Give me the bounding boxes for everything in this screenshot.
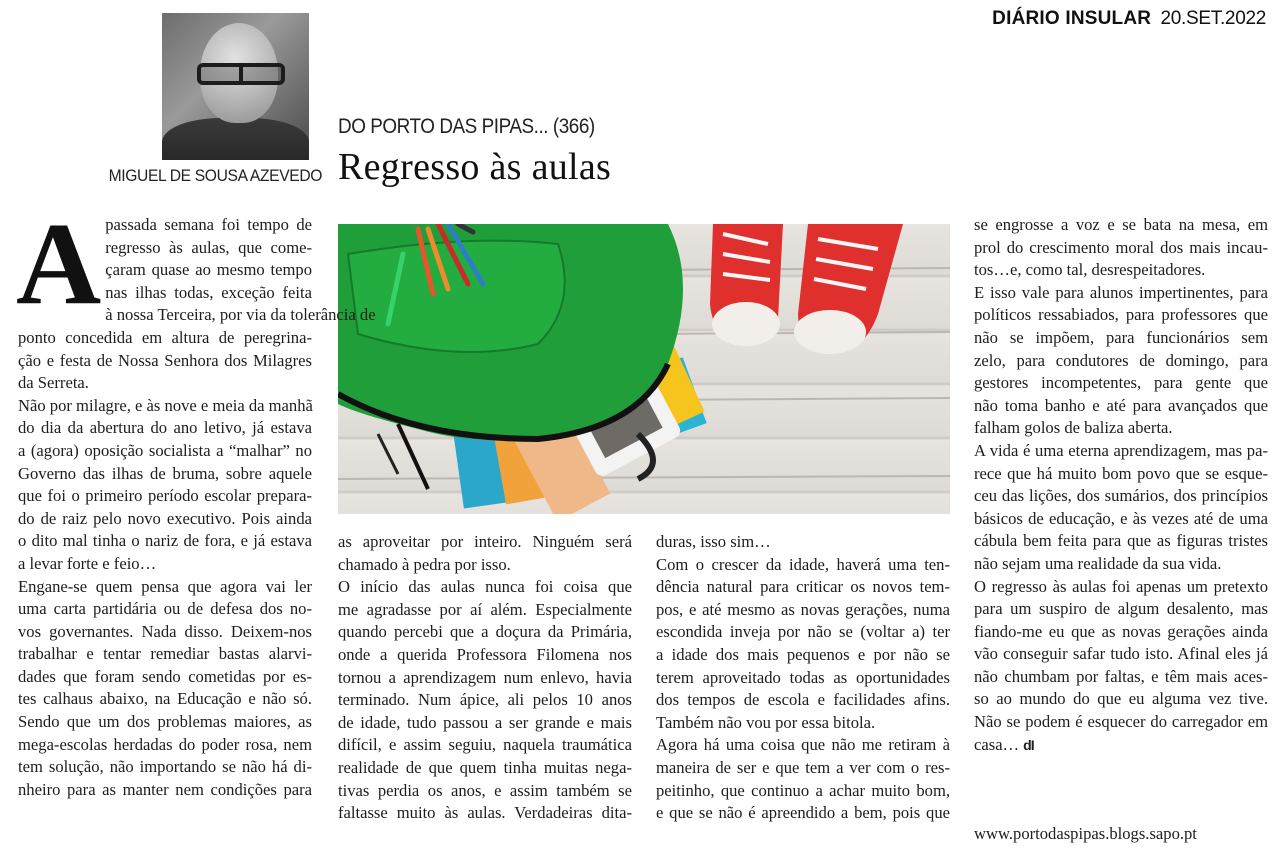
text-line: básicos de educação, e às vezes até de uma xyxy=(974,508,1268,528)
text-line: O regresso às aulas foi apenas um pretexto xyxy=(974,576,1268,596)
text-line: E isso vale para alunos impertinentes, para xyxy=(974,282,1268,302)
text-line: a (agora) oposição socialista a “malhar” no xyxy=(18,440,312,460)
dropcap-letter: A xyxy=(16,198,102,329)
text-line: Sendo que um dos problemas maiores, as xyxy=(18,712,312,732)
text-line: regresso às aulas, que come- xyxy=(105,237,312,257)
text-line: chamado à pedra por isso. xyxy=(338,554,511,574)
text-line: dades que foram sendo cometidas por es- xyxy=(18,666,312,686)
text-line: a levar forte e feio… xyxy=(18,553,157,573)
publication-date: 20.SET.2022 xyxy=(1160,8,1266,29)
text-line: vão conseguir safar tudo isto. Afinal eles já xyxy=(974,644,1268,664)
article-column-2 xyxy=(338,531,632,825)
author-body-shape xyxy=(162,118,309,160)
text-line: Com o crescer da idade, haverá uma ten- xyxy=(656,554,950,574)
text-line: Não por milagre, e às nove e meia da manhã xyxy=(18,395,313,415)
text-line: peitinho, que continuo a achar muito bom, xyxy=(656,780,950,800)
text-line: pos, e até mesmo as novas gerações, numa xyxy=(656,599,950,619)
text-line: dência natural para criticar os novos tem- xyxy=(656,577,950,597)
text-line: e que se não é apreendido a bem, pois que xyxy=(656,803,950,823)
text-line: difícil, e assim seguiu, naquela traumática xyxy=(338,735,632,755)
text-line: não se impõem, para funcionários sem xyxy=(974,327,1268,347)
newspaper-masthead xyxy=(992,8,1266,30)
text-line: mega-escolas herdadas do poder rosa, nem xyxy=(18,734,312,754)
text-line: fiando-me eu que as novas gerações ainda xyxy=(974,621,1268,641)
article-photo xyxy=(338,224,950,514)
text-line: casa… xyxy=(974,734,1020,754)
article-column-1 xyxy=(16,198,376,801)
text-line: cábula bem feita para que as figuras tristes xyxy=(974,531,1268,551)
author-byline: MIGUEL DE SOUSA AZEVEDO xyxy=(108,166,323,185)
text-line: tes calhaus abaixo, na Educação e não só. xyxy=(18,689,312,709)
text-line: rece que há muito bom povo que se esque- xyxy=(974,463,1268,483)
text-line: não toma banho e até para avançados que xyxy=(974,395,1268,415)
text-line: tivas perdia os anos, e assim também se xyxy=(338,780,632,800)
newspaper-name: DIÁRIO INSULAR xyxy=(992,8,1152,29)
text-line: uma carta partidária ou de defesa dos no- xyxy=(18,599,312,619)
text-line: nheiro para as manter nem condições para xyxy=(18,779,312,799)
text-line: çaram quase ao mesmo tempo xyxy=(105,260,312,280)
article-column-3 xyxy=(656,531,950,825)
text-line: onde a querida Professora Filomena nos xyxy=(338,644,632,664)
text-line: à nossa Terceira, por via da tolerância de xyxy=(105,305,376,325)
text-line: de idade, tudo passou a ser grande e mais xyxy=(338,712,632,732)
text-line: que foi o primeiro período escolar prepara- xyxy=(18,486,312,506)
author-website-link[interactable]: www.portodaspipas.blogs.sapo.pt xyxy=(974,824,1197,843)
glasses-icon xyxy=(197,63,285,85)
text-line: terem aproveitado todas as oportunidades xyxy=(656,667,950,687)
text-line: Governo das ilhas de bruma, sobre aquele xyxy=(18,463,312,483)
text-line: tornou a aprendizagem num enlevo, havia xyxy=(338,667,632,687)
text-line: me agradasse por aí além. Especialmente xyxy=(338,599,632,619)
text-line: Também não vou por essa bitola. xyxy=(656,712,876,732)
text-line: políticos ressabiados, para professores que xyxy=(974,305,1268,325)
text-line: a idade dos mais pequenos e por não se xyxy=(656,644,950,664)
text-line: Agora há uma coisa que não me retiram à xyxy=(656,735,950,755)
text-line: ponto concedida em altura de peregrina- xyxy=(18,327,312,347)
text-line: as aproveitar por inteiro. Ninguém será xyxy=(338,532,632,551)
text-line: não chumbam por faltas, e têm mais aces- xyxy=(974,666,1268,686)
text-line: tos…e, como tal, desrespeitadores. xyxy=(974,260,1206,280)
author-photo xyxy=(162,13,309,160)
text-line-final xyxy=(974,734,1268,757)
text-line: terminado. Num ápice, ali pelos 10 anos xyxy=(338,690,632,710)
text-line: Engane-se quem pensa que agora vai ler xyxy=(18,576,312,596)
text-line: para um suspiro de algum desalento, mas xyxy=(974,599,1268,619)
text-line: do dia da abertura do ano letivo, já estava xyxy=(18,418,312,438)
text-line: nas ilhas todas, exceção feita xyxy=(105,282,312,302)
text-line: ceu das lições, dos sumários, dos princípios xyxy=(974,486,1268,506)
text-line: se engrosse a voz e se bata na mesa, em xyxy=(974,215,1268,234)
column-kicker: DO PORTO DAS PIPAS... (366) xyxy=(338,115,595,138)
text-line: da Serreta. xyxy=(18,373,89,393)
text-line: prol do crescimento moral dos mais incau- xyxy=(974,237,1268,257)
text-line: duras, isso sim… xyxy=(656,532,771,551)
text-line: quando percebi que a doçura da Primária, xyxy=(338,622,632,642)
end-mark-icon: dI xyxy=(1023,736,1034,753)
text-line: so ao mundo do que eu alguma vez tive. xyxy=(974,689,1268,709)
text-line: dos tempos de escola e facilidades afins. xyxy=(656,690,950,710)
text-line: A vida é uma eterna aprendizagem, mas pa- xyxy=(974,440,1268,460)
text-line: o dito mal tinha o nariz de fora, e já estava xyxy=(18,531,312,551)
text-line: tem solução, não importando se não há di- xyxy=(18,757,312,777)
text-line: zelo, para condutores de domingo, para xyxy=(974,350,1268,370)
text-line: faltasse muito às aulas. Verdadeiras dita- xyxy=(338,803,632,823)
text-line: vos governantes. Nada disso. Deixem-nos xyxy=(18,621,312,641)
text-line: gestores incompetentes, para gente que xyxy=(974,373,1268,393)
backpack-illustration xyxy=(338,224,950,514)
text-line: falham golos de baliza aberta. xyxy=(974,418,1173,438)
text-line: escondida inveja por não se (voltar a) ter xyxy=(656,622,950,642)
text-line: trabalhar e tentar remediar bastas alarvi- xyxy=(18,644,312,664)
text-line: passada semana foi tempo de xyxy=(105,215,312,234)
article-headline: Regresso às aulas xyxy=(338,146,612,188)
text-line: do de raiz pelo novo executivo. Pois ainda xyxy=(18,508,312,528)
text-line: O início das aulas nunca foi coisa que xyxy=(338,577,632,597)
text-line: maneira de ser e que tem a ver com o res- xyxy=(656,757,950,777)
text-line: Não se podem é esquecer do carregador em xyxy=(974,712,1268,732)
text-line: ção e festa de Nossa Senhora dos Milagres xyxy=(18,350,312,370)
text-line: realidade de que quem tinha muitas nega- xyxy=(338,757,632,777)
text-line: não sejam uma realidade da sua vida. xyxy=(974,553,1222,573)
article-column-4 xyxy=(974,214,1268,756)
